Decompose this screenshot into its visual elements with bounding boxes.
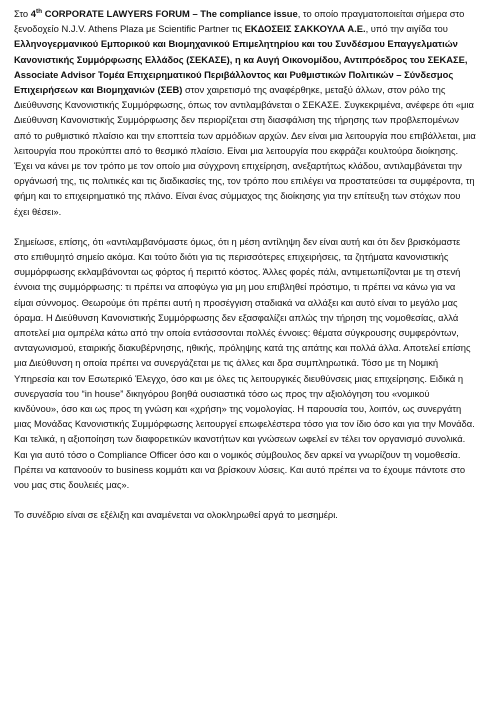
auspices-organizations-speaker: Ελληνογερμανικού Εμπορικού και Βιομηχανικού Επιμελητηρίου και του Συνδέσμου Επαγγελματιών Κανονιστικής Συμμόρφωσης Ελλάδος (ΣΕΚΑΣΕ), η κα Αυγή Οικονομίδου, Αντιπρόεδρος του ΣΕΚΑΣΕ, Associate Advisor Τομέα Επιχειρηματικού Περιβάλλοντος και Ρυθμιστικών Πολιτικών – Σύνδεσμος Επιχειρήσεων και Βιομηχανιών (ΣΕΒ) bbox=[14, 38, 468, 96]
intro-text-start: Στο bbox=[14, 8, 31, 19]
event-venue-text: , το οποίο πραγματοποιείται σήμερα στο ξενοδοχείο N.J.V. Athens Plaza με Scientific Partner τις bbox=[14, 8, 465, 35]
ordinal-suffix: th bbox=[35, 7, 43, 15]
paragraph-quote-continued: Σημείωσε, επίσης, ότι «αντιλαμβανόμαστε όμως, ότι η μέση αντίληψη δεν είναι αυτή και ότι δεν βρισκόμαστε στο επιθυμητό σημείο ακόμα. Και τούτο διότι για τις περισσότερες επιχειρήσεις, τα ζητήματα κανονιστικής συμμόρφωσης εκλαμβάνονται ως φόρτος ή περιττό κόστος. Άλλες φορές πάλι, αντιμετωπίζονται με τη στενή έννοια της συμμόρφωσης: τι πρέπει να αποφύγω για μη μου επιβληθεί πρόστιμο, τι πρέπει να κάνω για να είμαι σύννομος. Θεωρούμε ότι πρέπει αυτή η προσέγγιση σταδιακά να αλλάξει και αυτό είναι το μεγάλο μας όραμα. Η Διεύθυνση Κανονιστικής Συμμόρφωσης δεν εξασφαλίζει απλώς την τήρηση της νομοθεσίας, αλλά αποτελεί μια ομπρέλα κάτω από την οποία εντάσσονται πολλές έννοιες: θέματα σύγκρουσης συμφερόντων, ανταγωνισμού, εταιρικής διακυβέρνησης, ηθικής, πρόληψης κατά της απάτης και πολλά άλλα. Αποτελεί επίσης μια Διεύθυνση η οποία πρέπει να συνεργάζεται με τις άλλες και δρα συμπληρωτικά. Τόσο με τη Νομική Υπηρεσία και τον Εσωτερικό Έλεγχο, όσο και με όλες τις λειτουργικές διευθύνσεις μιας επιχείρησης. Ειδικά η συνεργασία του “in house” δικηγόρου βοηθά ουσιαστικά τόσο ως προς την αξιολόγηση του «νομικού κινδύνου», όσο και ως προς τη γνώση και «χρήση» της νομολογίας. Η παρουσία του, λοιπόν, ως συνεργάτη μιας Μονάδας Κανονιστικής Συμμόρφωσης λειτουργεί επωφελέστερα τόσο για τον ίδιο όσο και για την Μονάδα. Και τελικά, η αξιοποίηση των διαφορετικών ικανοτήτων και γνώσεων ωφελεί εν τέλει τον οργανισμό συνολικά. Και για αυτό τόσο ο Compliance Officer όσο και ο νομικός σύμβουλος δεν αρκεί να γνωρίζουν τη νομοθεσία. Πρέπει να κατανοούν το business κομμάτι και να βρίσκουν λύσεις. Και αυτό πρέπει να το έχουμε πάντοτε στο νου μας στις δουλειές μας». bbox=[14, 235, 475, 491]
auspices-text: , υπό την αιγίδα του bbox=[365, 23, 448, 35]
paragraph-closing: Το συνέδριο είναι σε εξέλιξη και αναμένεται να ολοκληρωθεί αργά το μεσημέρι. bbox=[14, 509, 338, 521]
paragraph-intro bbox=[14, 6, 476, 219]
forum-title: CORPORATE LAWYERS FORUM – The compliance issue bbox=[42, 8, 298, 19]
speech-quote-part1: στον χαιρετισμό της αναφέρθηκε, μεταξύ άλλων, στον ρόλο της Διεύθυνσης Κανονιστικής Συμμόρφωσης, όπως τον αντιλαμβάνεται ο ΣΕΚΑΣΕ. Συγκεκριμένα, ανέφερε ότι «μια Διεύθυνση Κανονιστικής Συμμόρφωσης δεν περιορίζεται στη διασφάλιση της τήρησης των προβλεπομένων από το ρυθμιστικό πλαίσιο και την εποπτεία των αρμόδιων αρχών. Δεν είναι μια λειτουργία που επιβάλλεται, μια λειτουργία που προκύπτει από το θεσμικό πλαίσιο. Είναι μια λειτουργία που εκφράζει κουλτούρα διοίκησης. Έχει να κάνει με τον τρόπο με τον οποίο μια σύγχρονη επιχείρηση, ανεξαρτήτως κλάδου, αντιλαμβάνεται την οργάνωσή της, τις πολιτικές και τις διαδικασίες της, τον τρόπο που επιλέγει να προστατεύσει τα συμφέροντα, τη φήμη και το επιχειρηματικό της πλάνο. Είναι ένας σύμμαχος της διοίκησης για την επίτευξη των στόχων που έχει θέσει». bbox=[14, 84, 476, 217]
publisher-name: ΕΚΔΟΣΕΙΣ ΣΑΚΚΟΥΛΑ Α.Ε. bbox=[244, 23, 366, 35]
forum-edition-number: 4 bbox=[30, 8, 36, 19]
